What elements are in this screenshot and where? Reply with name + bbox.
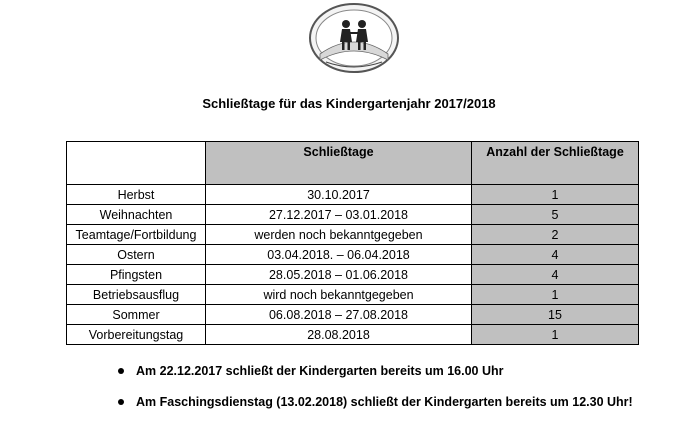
bullet-icon	[118, 399, 124, 405]
count-cell: 1	[472, 285, 639, 305]
note-text: Am 22.12.2017 schließt der Kindergarten bereits um 16.00 Uhr	[136, 364, 504, 378]
list-item	[114, 393, 633, 424]
occasion-cell: Teamtage/Fortbildung	[67, 225, 206, 245]
list-item	[114, 362, 633, 393]
count-cell: 4	[472, 265, 639, 285]
occasion-cell: Vorbereitungstag	[67, 325, 206, 345]
dates-cell: 28.08.2018	[206, 325, 472, 345]
bullet-icon	[118, 368, 124, 374]
table-header-row	[67, 142, 639, 185]
dates-cell: 30.10.2017	[206, 185, 472, 205]
occasion-cell: Weihnachten	[67, 205, 206, 225]
table-row	[67, 225, 639, 245]
dates-cell: werden noch bekanntgegeben	[206, 225, 472, 245]
count-cell: 1	[472, 185, 639, 205]
table-row	[67, 285, 639, 305]
occasion-cell: Betriebsausflug	[67, 285, 206, 305]
header-count: Anzahl der Schließtage	[472, 142, 639, 185]
notes-list	[114, 362, 633, 424]
table-row	[67, 185, 639, 205]
count-cell: 1	[472, 325, 639, 345]
closure-days-table	[66, 141, 639, 345]
dates-cell: 03.04.2018. – 06.04.2018	[206, 245, 472, 265]
note-text: Am Faschingsdienstag (13.02.2018) schließt der Kindergarten bereits um 12.30 Uhr!	[136, 395, 633, 409]
kindergarten-logo	[306, 2, 402, 74]
count-cell: 2	[472, 225, 639, 245]
dates-cell: 06.08.2018 – 27.08.2018	[206, 305, 472, 325]
dates-cell: wird noch bekanntgegeben	[206, 285, 472, 305]
occasion-cell: Herbst	[67, 185, 206, 205]
occasion-cell: Pfingsten	[67, 265, 206, 285]
header-closure-days: Schließtage	[206, 142, 472, 185]
occasion-cell: Sommer	[67, 305, 206, 325]
dates-cell: 27.12.2017 – 03.01.2018	[206, 205, 472, 225]
count-cell: 15	[472, 305, 639, 325]
count-cell: 5	[472, 205, 639, 225]
page-title: Schließtage für das Kindergartenjahr 2017/2018	[202, 96, 496, 111]
header-occasion	[67, 142, 206, 185]
table-row	[67, 205, 639, 225]
logo-emblem-icon	[306, 2, 402, 74]
table-row	[67, 325, 639, 345]
table-row	[67, 245, 639, 265]
table-row	[67, 305, 639, 325]
dates-cell: 28.05.2018 – 01.06.2018	[206, 265, 472, 285]
count-cell: 4	[472, 245, 639, 265]
occasion-cell: Ostern	[67, 245, 206, 265]
table-row	[67, 265, 639, 285]
